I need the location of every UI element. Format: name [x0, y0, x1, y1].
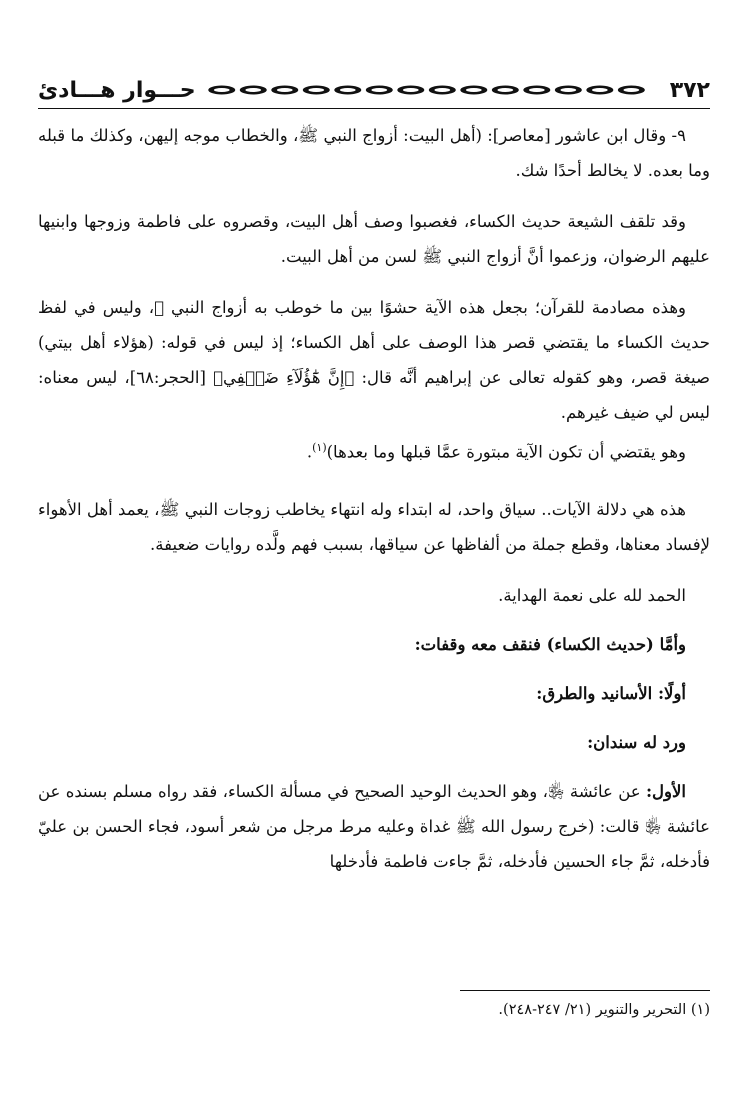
- footnote-rule: [460, 990, 710, 991]
- paragraph-quran-conflict: وهذه مصادمة للقرآن؛ بجعل هذه الآية حشوًا بين ما خوطب به أزواج النبي ﷺ، وليس في لفظ حديث الكساء ما يقتضي قصر هذا الوصف على أهل الكساء؛ إذ ليس في قوله: (هؤلاء أهل بيتي) صيغة قصر، وهو كقوله تعالى عن إبراهيم أنَّه قال: ﴿إِنَّ هَٰٓؤُلَآءِ ضَيۡفِي﴾ [الحجر:٦٨]، ليس معناه: ليس لي ضيف غيرهم.: [38, 298, 710, 422]
- paragraph-verses-meaning: هذه هي دلالة الآيات.. سياق واحد، له ابتداء وله انتهاء يخاطب زوجات النبي ﷺ، يعمد أهل الأهواء لإفساد معناها، وقطع جملة من ألفاظها عن سياقها، بسبب فهم ولَّده روايات ضعيفة.: [38, 499, 710, 554]
- footnote-marker: (١): [312, 441, 327, 454]
- document-page: [38, 0, 710, 1104]
- header-ornament: [206, 83, 656, 97]
- verse-context-text: وهو يقتضي أن تكون الآية مبتورة عمَّا قبلها وما بعدها): [326, 442, 686, 462]
- paragraph-ibn-ashur: ٩- وقال ابن عاشور [معاصر]: (أهل البيت: أزواج النبي ﷺ، والخطاب موجه إليهن، وكذلك ما قبله وما بعده. لا يخالط أحدًا شك.: [38, 126, 710, 180]
- running-title: حـــوار هـــادئ: [38, 77, 196, 103]
- body-text: [38, 118, 710, 895]
- paragraph-shia-claim: وقد تلقف الشيعة حديث الكساء، فغصبوا وصف أهل البيت، وقصروه على فاطمة وزوجها وابنيها عليهم الرضوان، وزعموا أنَّ أزواج النبي ﷺ لسن من أهل البيت.: [38, 212, 710, 266]
- paragraph-first-chain: [38, 774, 710, 879]
- paragraph-verse-context: وهو يقتضي أن تكون الآية مبتورة عمَّا قبلها وما بعدها)$^{(١)}$.: [306, 441, 686, 462]
- first-chain-lead: الأول:: [645, 781, 686, 801]
- footnote: (١) التحرير والتنوير (٢١/ ٢٤٧-٢٤٨).: [498, 1002, 710, 1018]
- line-kisa-intro: وأمَّا (حديث الكساء) فنقف معه وقفات:: [414, 634, 686, 654]
- line-two-chains: ورد له سندان:: [587, 732, 686, 752]
- first-chain-text: عن عائشة ﵂، وهو الحديث الوحيد الصحيح في مسألة الكساء، فقد رواه مسلم بسنده عن عائشة ﵂ قالت: (خرج رسول الله ﷺ غداة وعليه مرط مرجل من شعر أسود، فجاء الحسن بن عليّ فأدخله، ثمَّ جاء الحسين فأدخله، ثمَّ جاءت فاطمة فأدخلها: [38, 781, 710, 871]
- line-praise: الحمد لله على نعمة الهداية.: [498, 585, 686, 605]
- heading-first-chains: أولًا: الأسانيد والطرق:: [536, 683, 686, 703]
- page-number: ٣٧٢: [669, 77, 710, 103]
- page-header: [38, 72, 710, 109]
